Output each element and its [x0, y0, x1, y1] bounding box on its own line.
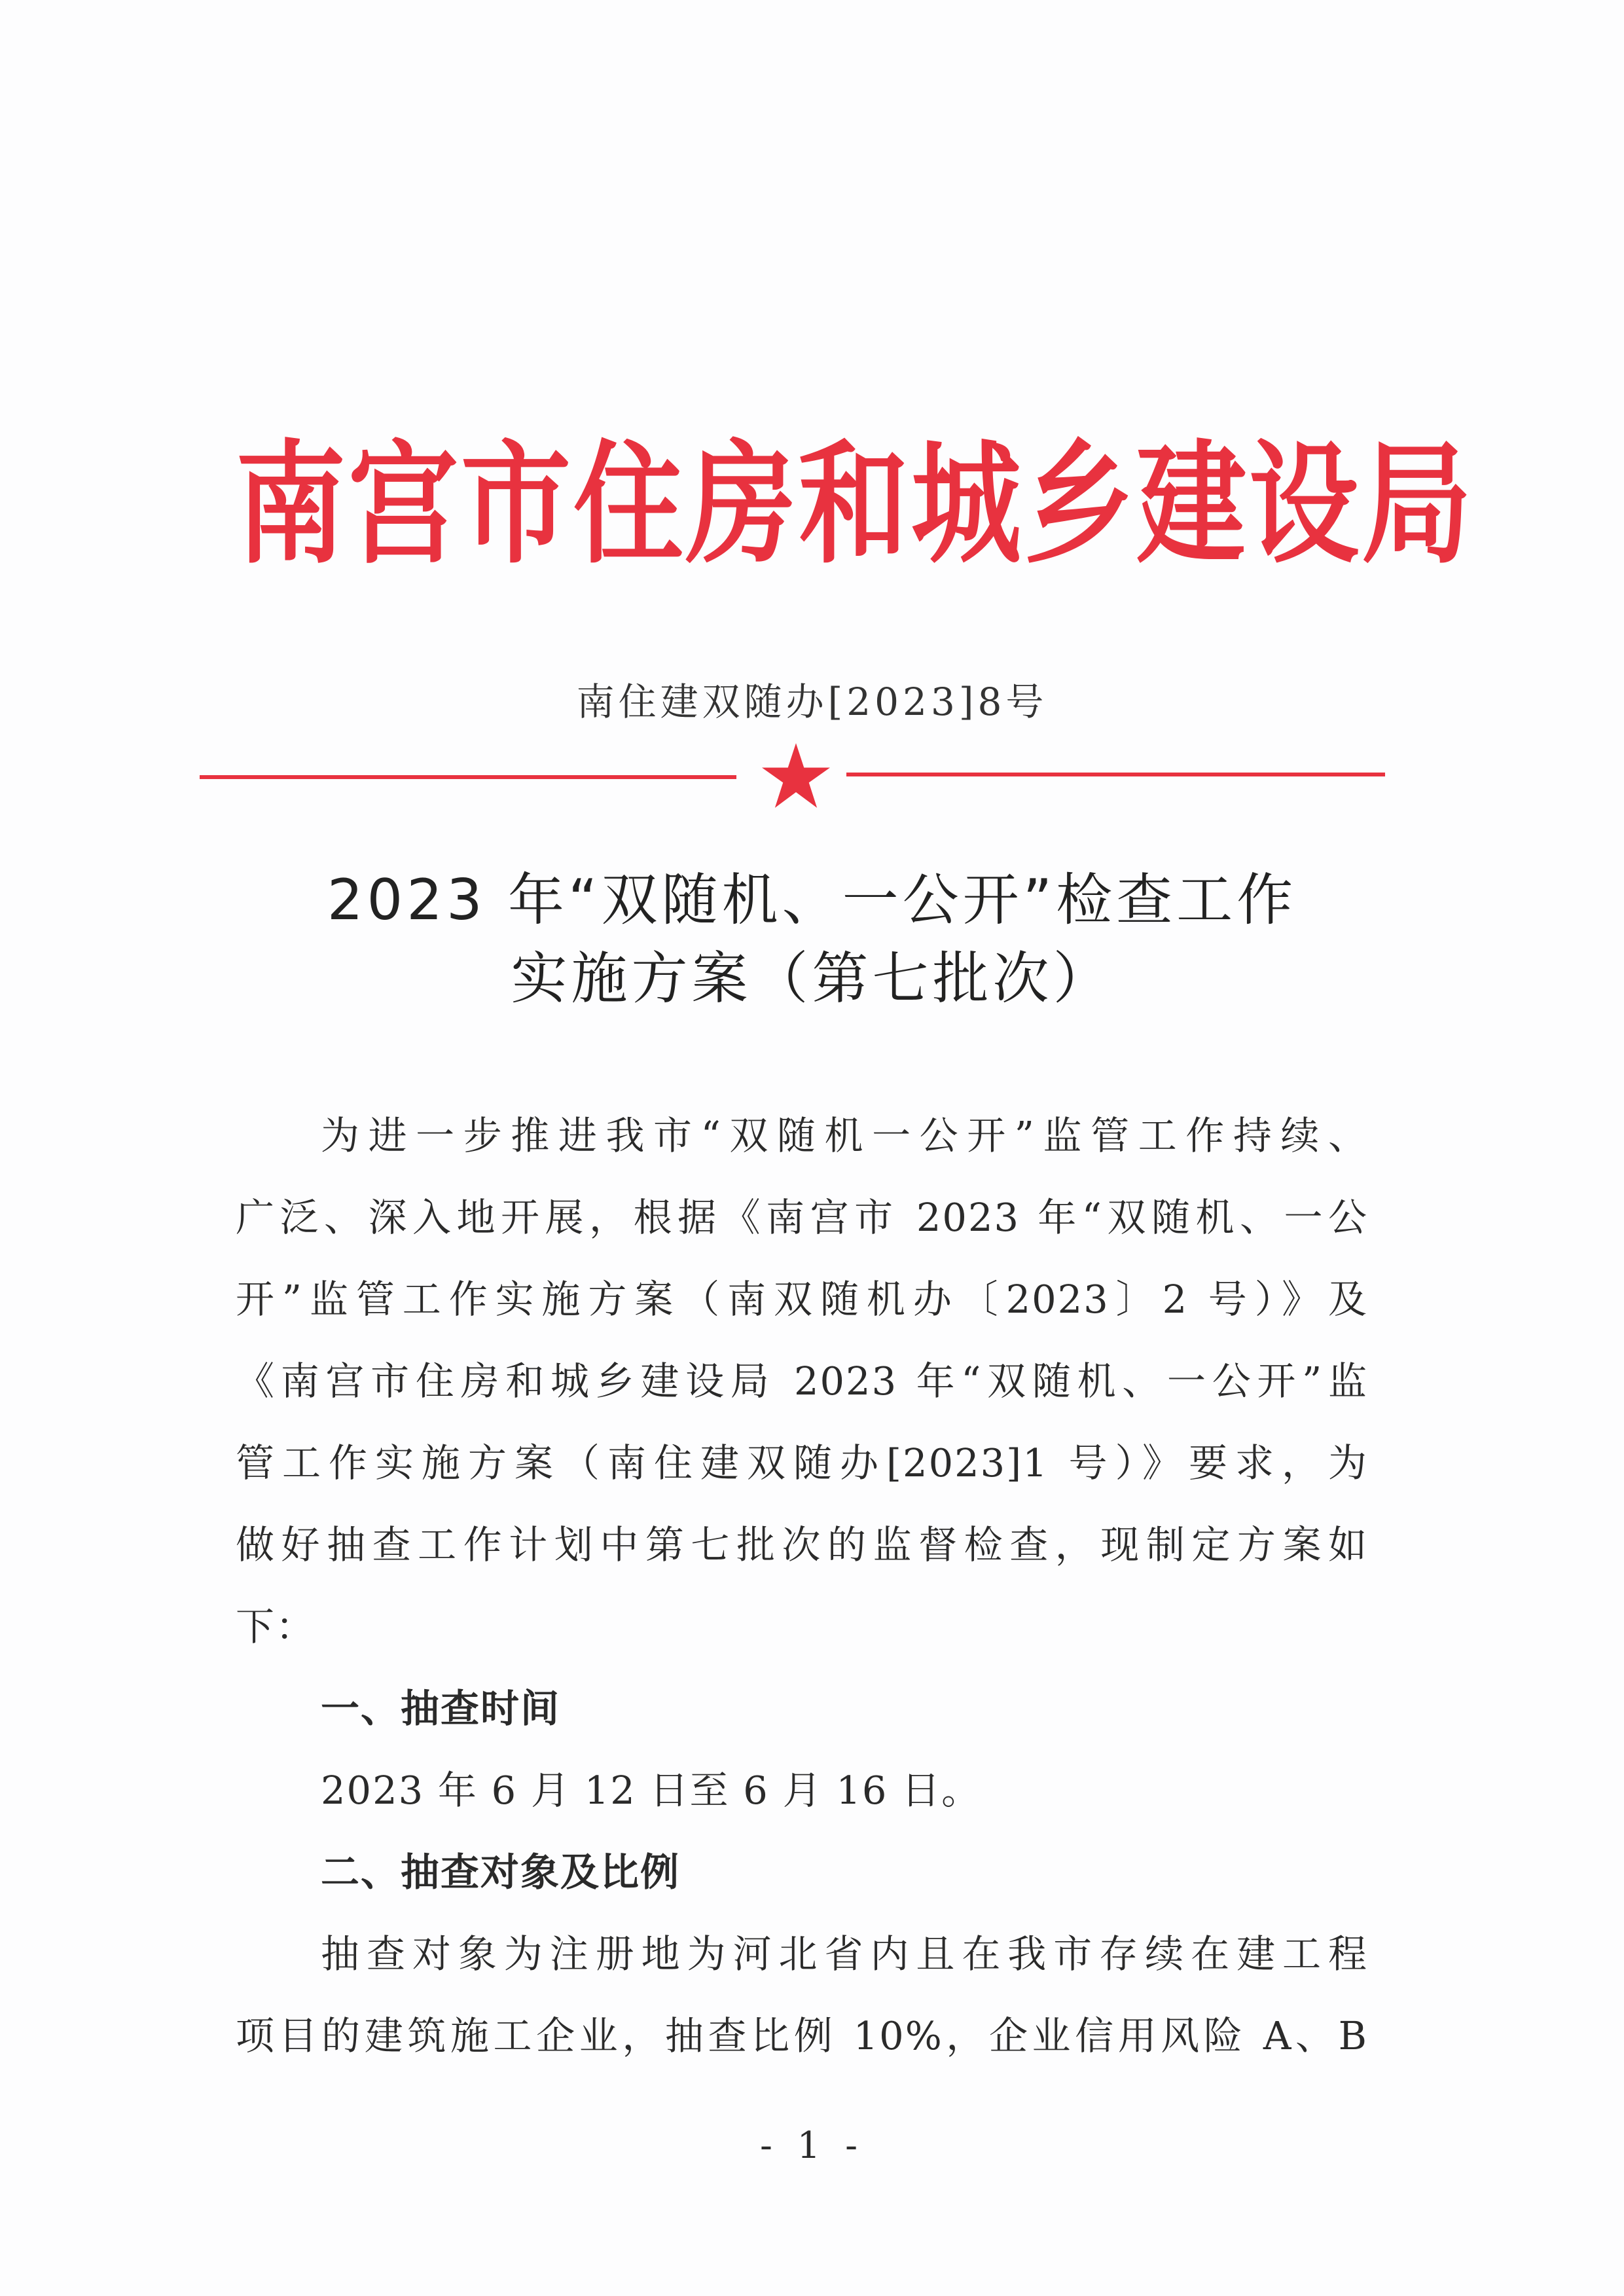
section-heading-inspection-time: 一、抽查时间 [321, 1686, 561, 1731]
body-text-line: 开”监管工作实施方案（南双随机办〔2023〕2 号）》及 [236, 1277, 1368, 1322]
body-text-line: 《南宫市住房和城乡建设局 2023 年“双随机、一公开”监 [236, 1358, 1368, 1404]
red-divider-right [846, 773, 1385, 776]
body-text-line: 为进一步推进我市“双随机一公开”监管工作持续、 [321, 1113, 1368, 1158]
page-number: - 1 - [759, 2124, 865, 2167]
inspection-date-range: 2023 年 6 月 12 日至 6 月 16 日。 [321, 1768, 982, 1813]
body-text-line: 抽查对象为注册地为河北省内且在我市存续在建工程 [321, 1931, 1368, 1977]
issuing-organization-header: 南宫市住房和城乡建设局 [236, 428, 1474, 582]
body-text-line: 下： [236, 1604, 316, 1649]
body-text-line: 做好抽查工作计划中第七批次的监督检查，现制定方案如 [236, 1522, 1368, 1567]
body-text-line: 广泛、深入地开展，根据《南宫市 2023 年“双随机、一公 [236, 1195, 1368, 1240]
section-heading-inspection-targets: 二、抽查对象及比例 [321, 1850, 681, 1895]
document-body [236, 1106, 1368, 2088]
document-title-line-1: 2023 年“双随机、一公开”检查工作 [327, 867, 1297, 933]
document-title-line-2: 实施方案（第七批次） [511, 946, 1113, 1011]
document-number: 南住建双随办[2023]8号 [576, 680, 1048, 724]
star-icon [762, 743, 830, 809]
red-divider-left [200, 775, 736, 779]
body-text-line: 管工作实施方案（南住建双随办[2023]1 号）》要求，为 [236, 1440, 1368, 1485]
body-text-line: 项目的建筑施工企业，抽查比例 10%，企业信用风险 A、B [236, 2013, 1368, 2058]
